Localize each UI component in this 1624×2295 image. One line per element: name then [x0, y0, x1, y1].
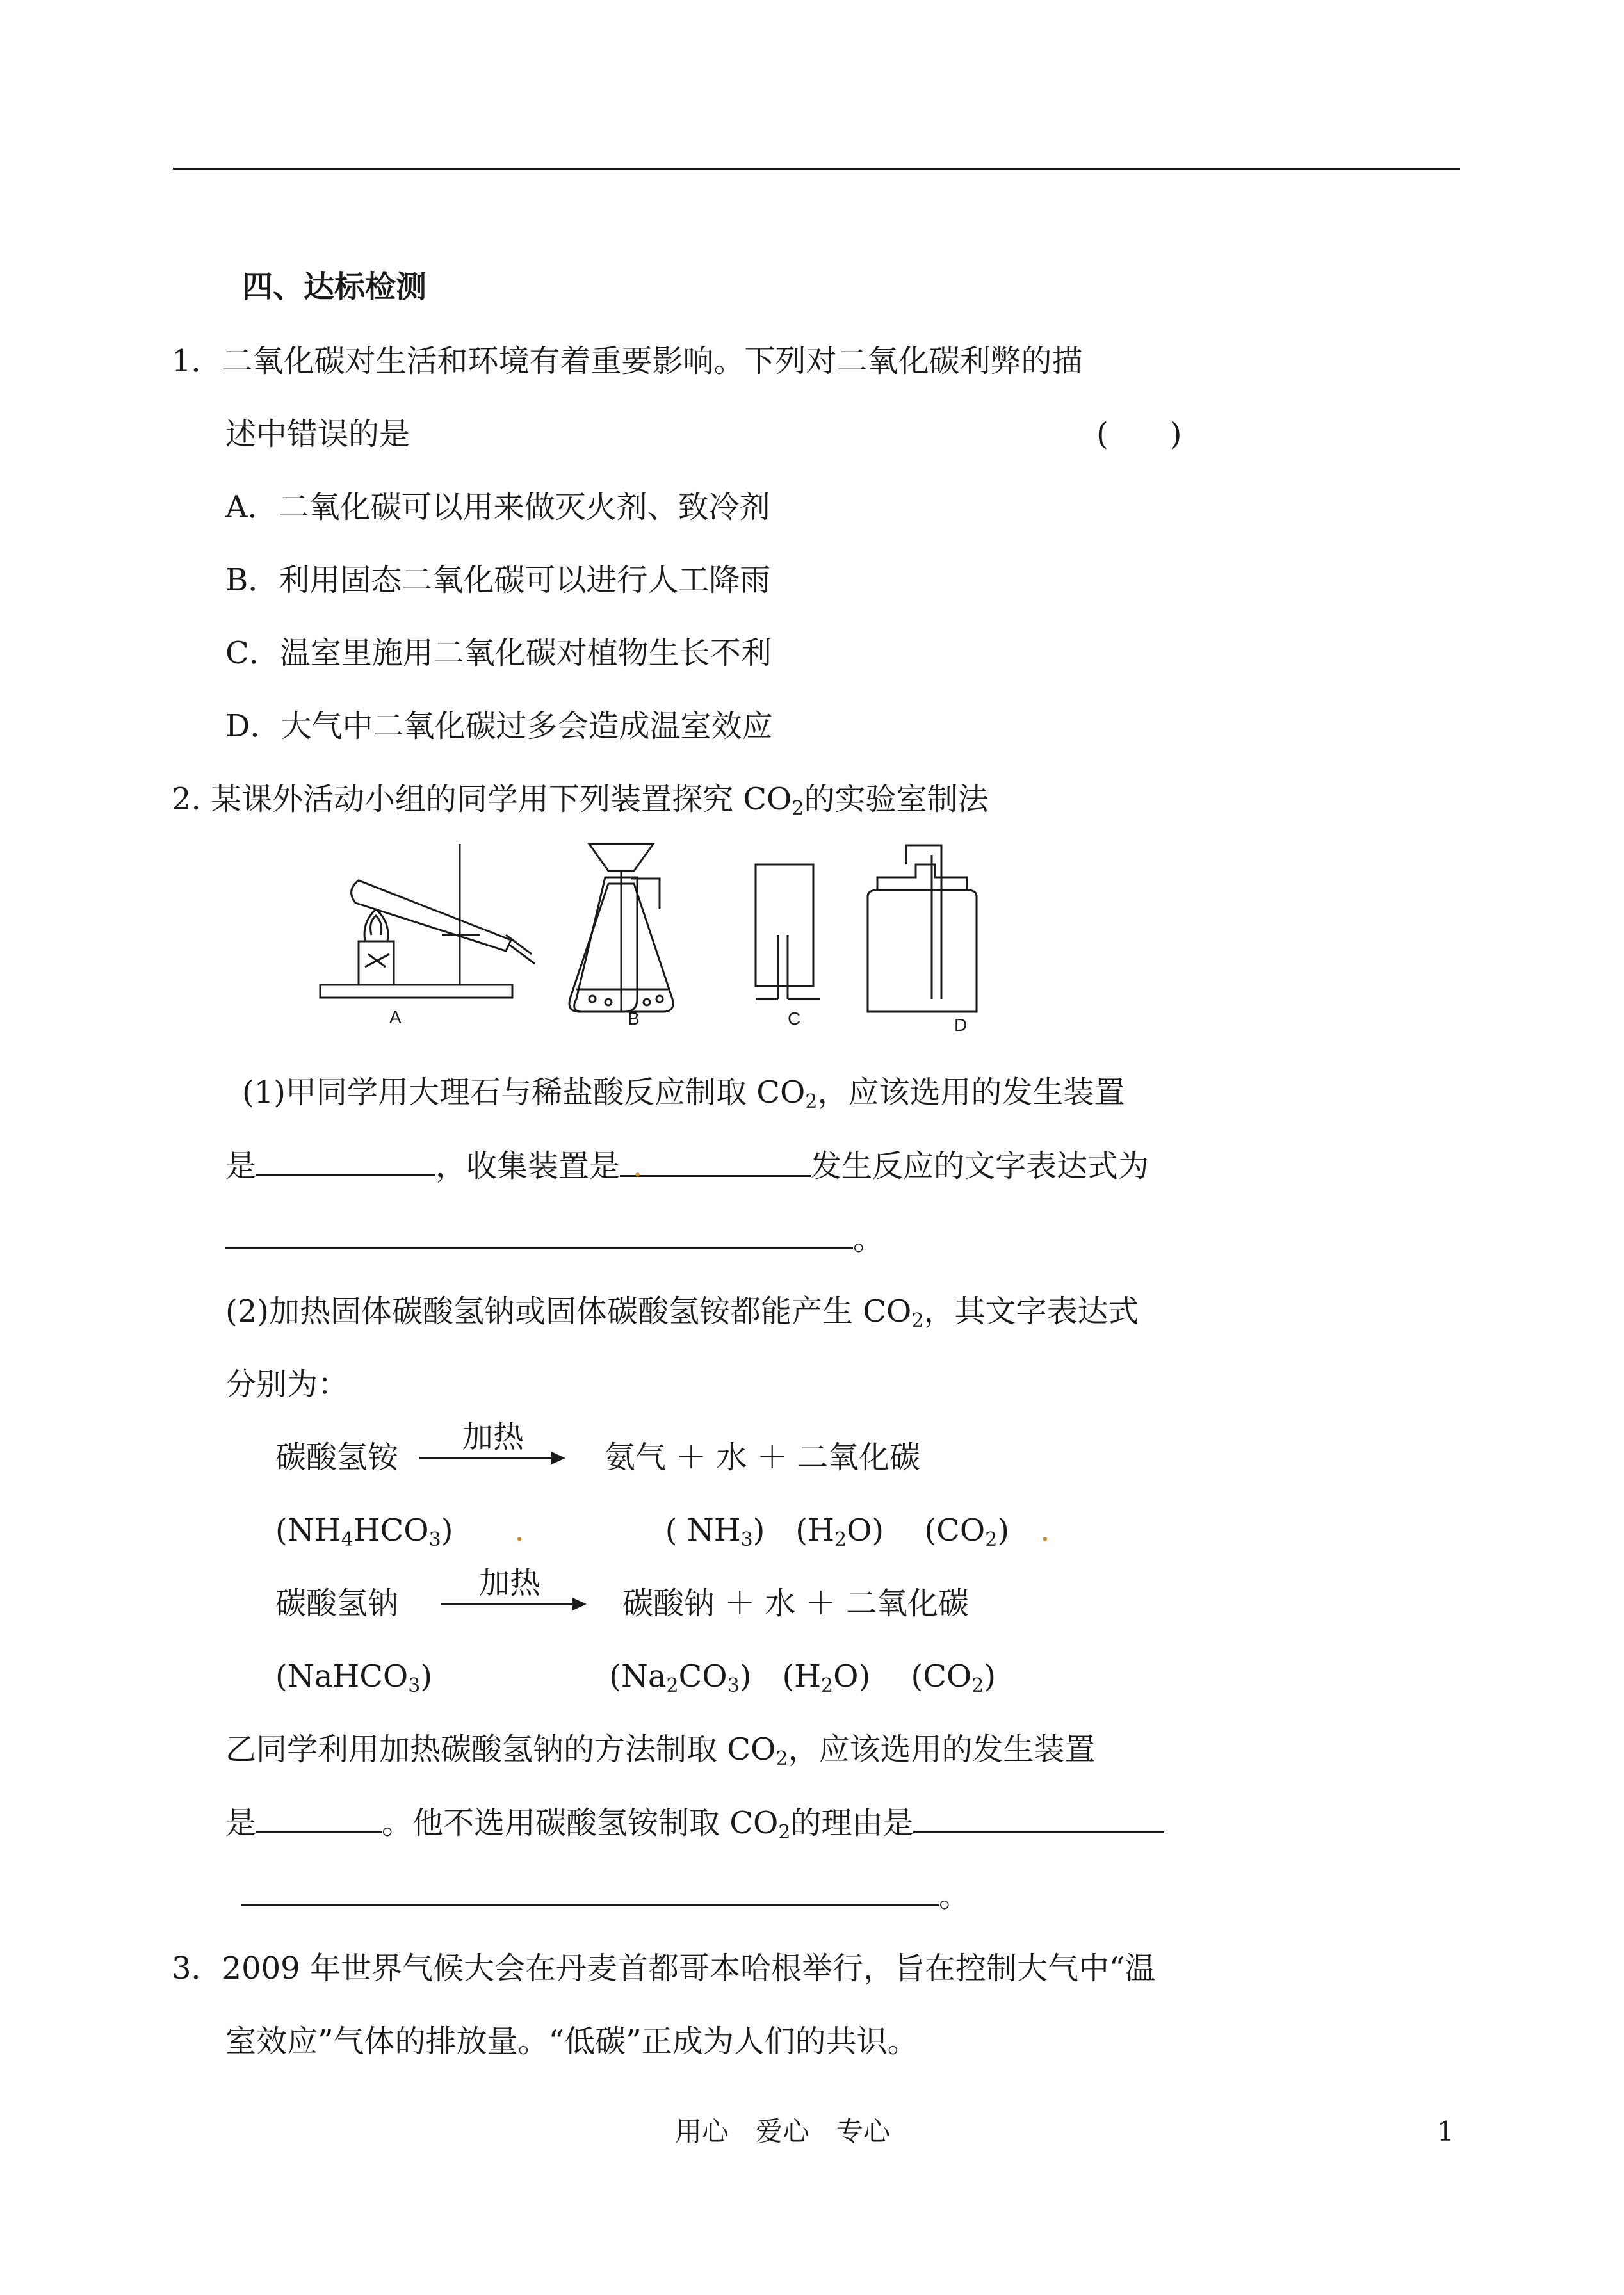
q2-part1-line1: (1)甲同学用大理石与稀盐酸反应制取 $CO_2$，应该选用的发生装置 [242, 1075, 1125, 1113]
q2-part3-line2: 是 。他不选用碳酸氢铵制取 $CO_2$的理由是 [225, 1803, 1164, 1842]
apparatus-c-icon [756, 864, 820, 999]
eq1-arrow-icon [419, 1448, 567, 1468]
apparatus-a-icon [320, 844, 535, 998]
eq1-reactant: 碳酸氢铵 [275, 1439, 399, 1475]
q1-stem-line2: 述中错误的是 [225, 416, 410, 452]
q2-part2-line2: 分别为： [225, 1366, 349, 1402]
q2-part1-line2: 是 ，收集装置是 . 发生反应的文字表达式为 [225, 1146, 1149, 1185]
generator-blank-2[interactable] [256, 1803, 382, 1833]
eq2-arrow-icon [441, 1594, 588, 1614]
q1-option-d: D．大气中二氧化碳过多会造成温室效应 [225, 708, 773, 744]
apparatus-figure [314, 839, 1018, 1044]
q1-answer-paren: ( ) [1096, 416, 1182, 452]
q2-intro: 2. 某课外活动小组的同学用下列装置探究 $CO_2$的实验室制法 [172, 781, 989, 820]
apparatus-b-icon [569, 844, 673, 1012]
collector-blank-1[interactable]: . [620, 1147, 811, 1177]
q1-stem-line1: 1．二氧化碳对生活和环境有着重要影响。下列对二氧化碳利弊的描 [172, 343, 1083, 379]
q1-option-a: A．二氧化碳可以用来做灭火剂、致冷剂 [225, 489, 770, 525]
q3-line2: 室效应”气体的排放量。“低碳”正成为人们的共识。 [225, 2023, 918, 2059]
eq2-products: 碳酸钠 ＋ 水 ＋ 二氧化碳 [622, 1585, 970, 1621]
apparatus-d-icon [868, 845, 977, 1012]
eq1-heat-label: 加热 [462, 1419, 524, 1455]
section-title: 四、达标检测 [242, 269, 427, 305]
page-number: 1 [1437, 2116, 1454, 2147]
q1-option-b: B．利用固态二氧化碳可以进行人工降雨 [225, 562, 771, 598]
q1-option-c: C．温室里施用二氧化碳对植物生长不利 [225, 635, 772, 671]
q2-part2-line1: (2)加热固体碳酸氢钠或固体碳酸氢铵都能产生 $CO_2$，其文字表达式 [225, 1293, 1139, 1332]
eq2-heat-label: 加热 [479, 1565, 541, 1601]
apparatus-label-b: B [628, 1009, 640, 1028]
word-equation-blank[interactable] [225, 1219, 853, 1249]
apparatus-label-c: C [788, 1009, 801, 1028]
apparatus-label-d: D [954, 1015, 968, 1035]
header-rule [173, 168, 1460, 170]
eq2-reactant: 碳酸氢钠 [275, 1585, 399, 1621]
q2-part3-line3: 。 [241, 1876, 970, 1915]
apparatus-label-a: A [389, 1007, 402, 1027]
reason-blank-continued[interactable] [241, 1876, 939, 1906]
reason-blank[interactable] [913, 1803, 1164, 1833]
q3-line1: 3．2009 年世界气候大会在丹麦首都哥本哈根举行，旨在控制大气中“温 [172, 1950, 1156, 1986]
q2-part1-line3: 。 [225, 1219, 884, 1258]
generator-blank-1[interactable] [256, 1146, 435, 1176]
eq1-formulas: $(NH_4HCO_3)$ . ( $NH_3$) $(H_2O)$ $(CO_2)$ . [275, 1512, 1050, 1551]
eq1-products: 氨气 ＋ 水 ＋ 二氧化碳 [605, 1439, 921, 1475]
q2-part3-line1: 乙同学利用加热碳酸氢钠的方法制取 $CO_2$，应该选用的发生装置 [225, 1731, 1096, 1770]
eq2-formulas: (NaHCO$_3$) $(Na_2CO_3)$ $(H_2O)$ $(CO_2)$ [275, 1658, 996, 1697]
footer-motto: 用心 爱心 专心 [675, 2116, 891, 2147]
